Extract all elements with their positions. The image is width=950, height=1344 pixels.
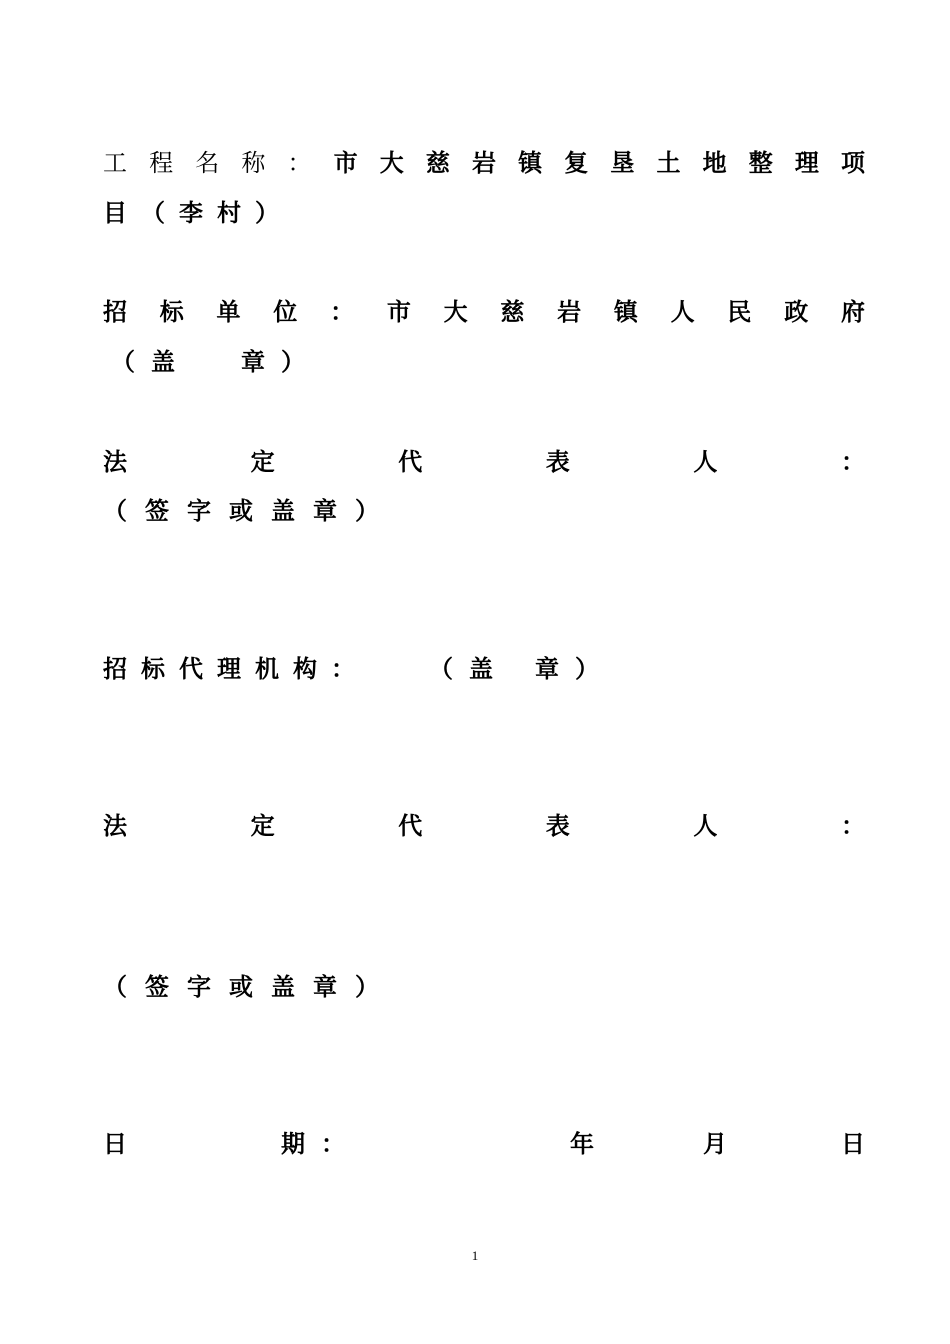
agency-seal-char-2: 章	[535, 655, 559, 683]
legal-rep-1-line	[103, 442, 865, 482]
legal-rep-2-line	[103, 806, 865, 846]
tenderer-value-char: 慈	[500, 298, 525, 326]
project-value-char: 大	[379, 149, 404, 177]
legal-rep-1-label-char: 代	[398, 448, 423, 476]
date-year: 年	[570, 1130, 594, 1158]
tenderer-label-char: 单	[216, 298, 241, 326]
project-value-char: 垦	[610, 149, 635, 177]
project-value-char: 市	[333, 149, 358, 177]
tenderer-line	[103, 292, 865, 332]
agency-seal-open: （	[429, 655, 453, 683]
tenderer-value-char: 岩	[557, 298, 582, 326]
project-label-char: 工	[103, 149, 127, 177]
legal-rep-2-label-char: 表	[545, 812, 570, 840]
project-label-char: 程	[149, 149, 174, 177]
project-label-char: 称	[241, 149, 266, 177]
legal-rep-2-label-char: ：	[840, 812, 865, 840]
legal-rep-2-label-char: 定	[250, 812, 275, 840]
project-value-char: 慈	[425, 149, 450, 177]
tenderer-value-char: 市	[386, 298, 411, 326]
legal-rep-1-label-char: 人	[693, 448, 718, 476]
tenderer-label-char: 招	[103, 298, 127, 326]
tenderer-label-char: 位	[273, 298, 298, 326]
legal-rep-1-label-char: 表	[545, 448, 570, 476]
project-value-char: 镇	[518, 149, 543, 177]
legal-rep-1-note	[103, 491, 865, 531]
legal-rep-1-label-char: 法	[103, 448, 127, 476]
legal-rep-1-label-char: 定	[250, 448, 275, 476]
tenderer-value-char: 人	[670, 298, 695, 326]
project-name-line-1	[103, 143, 865, 183]
legal-rep-2-label-char: 人	[693, 812, 718, 840]
sign-or-seal-note: （签字或盖章）	[103, 497, 397, 525]
page-number: 1	[471, 1248, 479, 1263]
seal-char-2: 章	[241, 348, 265, 376]
project-label-char: ：	[287, 149, 312, 177]
tenderer-value-char: 大	[443, 298, 468, 326]
date-label-b: 期：	[281, 1130, 361, 1158]
project-value-char: 土	[656, 149, 681, 177]
tenderer-label-char: 标	[159, 298, 184, 326]
project-value-char: 岩	[472, 149, 496, 177]
project-name-value-cont: 目（李村）	[103, 199, 293, 227]
seal-char-1: 盖	[151, 348, 175, 376]
legal-rep-2-label-char: 代	[398, 812, 423, 840]
agency-seal-char-1: 盖	[469, 655, 493, 683]
project-value-char: 复	[564, 149, 589, 177]
project-value-char: 地	[702, 149, 727, 177]
date-day: 日	[841, 1130, 865, 1158]
sign-or-seal-note-2: （签字或盖章）	[103, 973, 397, 1001]
seal-close-paren: ）	[281, 348, 305, 376]
date-label-a: 日	[103, 1130, 127, 1158]
agency-seal-close: ）	[575, 655, 599, 683]
tenderer-value-char: 政	[784, 298, 809, 326]
project-value-char: 整	[748, 149, 773, 177]
project-label-char: 名	[195, 149, 220, 177]
legal-rep-2-label-char: 法	[103, 812, 127, 840]
agency-line	[103, 649, 865, 689]
legal-rep-2-note	[103, 967, 865, 1007]
tenderer-label-char: ：	[330, 298, 355, 326]
date-line	[103, 1124, 865, 1164]
agency-label: 招标代理机构：	[103, 655, 369, 683]
tenderer-seal	[103, 342, 865, 382]
project-value-char: 项	[841, 149, 865, 177]
date-month: 月	[703, 1130, 727, 1158]
tenderer-value-char: 民	[727, 298, 752, 326]
tenderer-value-char: 府	[840, 298, 865, 326]
seal-open-paren: （	[111, 348, 135, 376]
tenderer-value-char: 镇	[613, 298, 638, 326]
project-name-line-2	[103, 193, 865, 233]
legal-rep-1-label-char: ：	[840, 448, 865, 476]
project-value-char: 理	[794, 149, 819, 177]
